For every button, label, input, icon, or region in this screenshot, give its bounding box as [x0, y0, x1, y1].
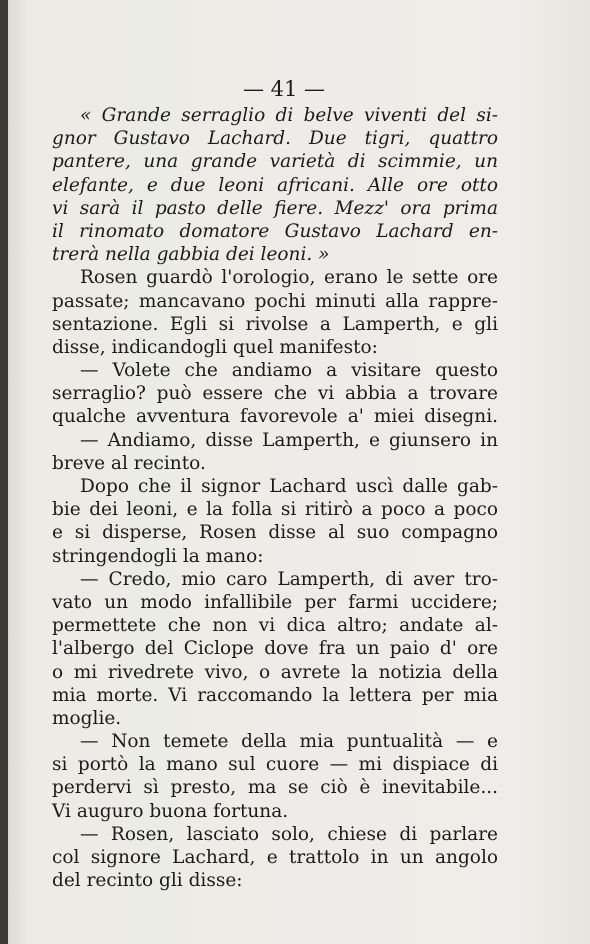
text-line: — Volete che andiamo a visitare questo: [80, 360, 498, 382]
text-line: il rinomato domatore Gustavo Lachard en-: [52, 220, 498, 242]
text-line: o mi rivedrete vivo, o avrete la notizia della: [52, 661, 498, 683]
text-line: perdervi sì presto, ma se ciò è inevitabile...: [52, 777, 498, 799]
text-line: disse, indicandogli quel manifesto:: [52, 336, 378, 358]
text-line: Rosen guardò l'orologio, erano le sette ore: [80, 267, 498, 289]
text-line: bie dei leoni, e la folla si ritirò a poco a poco: [52, 499, 498, 521]
text-line: l'albergo del Ciclope dove fra un paio d' ore: [52, 638, 498, 660]
text-line: vato un modo infallibile per farmi uccidere;: [52, 591, 498, 613]
text-line: — Rosen, lasciato solo, chiese di parlare: [80, 823, 498, 845]
text-line: breve al recinto.: [52, 452, 206, 474]
binding-edge: [0, 0, 8, 944]
text-line: sentazione. Egli si rivolse a Lamperth, e gli: [52, 313, 498, 335]
text-line: qualche avventura favorevole a' miei disegni.: [52, 406, 498, 428]
text-line: permettete che non vi dica altro; andate al-: [52, 615, 498, 637]
text-line: Dopo che il signor Lachard uscì dalle gab-: [80, 476, 498, 497]
text-line: stringendogli la mano:: [52, 545, 264, 567]
text-line: elefante, e due leoni africani. Alle ore otto: [52, 174, 498, 196]
text-line: gnor Gustavo Lachard. Due tigri, quattro: [52, 128, 498, 150]
text-line: mia morte. Vi raccomando la lettera per mia: [52, 684, 498, 706]
text-line: — Non temete della mia puntualità — e: [80, 731, 498, 753]
text-line: Vi auguro buona fortuna.: [52, 800, 289, 822]
text-line: « Grande serraglio di belve viventi del si-: [80, 105, 498, 126]
page-number: — 41 —: [242, 77, 326, 101]
text-block: [52, 74, 498, 892]
text-line: col signore Lachard, e trattolo in un angolo: [52, 847, 498, 868]
text-line: moglie.: [52, 707, 122, 729]
text-line: e si disperse, Rosen disse al suo compagno: [52, 522, 498, 544]
text-line: — Credo, mio caro Lamperth, di aver tro-: [80, 568, 498, 590]
body-text: [52, 104, 498, 892]
text-line: serraglio? può essere che vi abbia a trovare: [52, 383, 498, 405]
text-line: pantere, una grande varietà di scimmie, un: [52, 151, 498, 173]
text-line: vi sarà il pasto delle fiere. Mezz' ora prima: [52, 197, 498, 219]
text-line: — Andiamo, disse Lamperth, e giunsero in: [80, 429, 498, 451]
text-line: passate; mancavano pochi minuti alla rappre-: [52, 290, 498, 312]
text-line: trerà nella gabbia dei leoni. »: [52, 244, 330, 266]
text-line: si portò la mano sul cuore — mi dispiace di: [52, 754, 498, 776]
text-line: del recinto gli disse:: [52, 870, 243, 892]
